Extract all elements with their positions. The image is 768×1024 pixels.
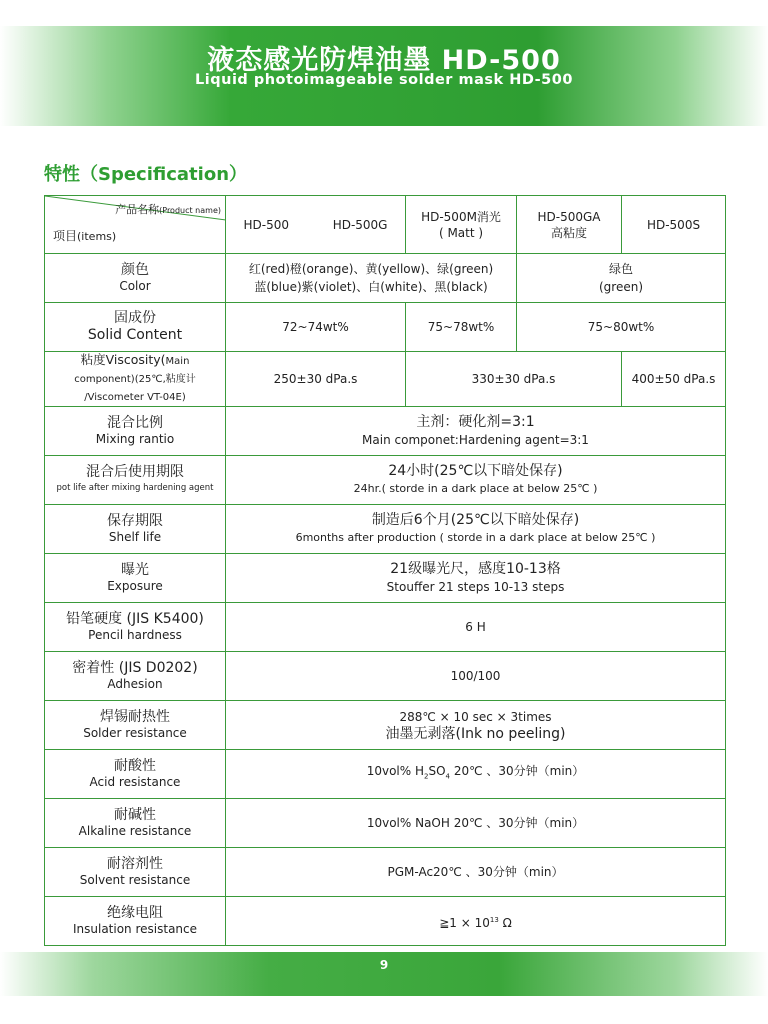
section-title: 特性（Specification） [44,164,248,185]
page-title: 液态感光防焊油墨 HD-500 [207,45,561,76]
table-row [45,750,726,799]
header-corner-cell [45,196,226,254]
shelf-life-value: 制造后6个月(25℃以下暗处保存) 6months after production ( storde in a dark place at below 25℃ ) [226,505,726,554]
table-row [45,848,726,897]
table-row [45,303,726,352]
row-label-alkaline-resistance: 耐碱性 Alkaline resistance [45,799,226,848]
exposure-value: 21级曝光尺，感度10-13格 Stouffer 21 steps 10-13 steps [226,554,726,603]
table-row [45,456,726,505]
solder-resistance-value: 288℃ × 10 sec × 3times 油墨无剥落(Ink no peeling) [226,701,726,750]
pencil-hardness-value: 6 H [226,603,726,652]
row-label-pot-life: 混合后使用期限 pot life after mixing hardening agent [45,456,226,505]
row-label-solid-content: 固成份 Solid Content [45,303,226,352]
product-hd-500g: HD-500G [332,217,388,232]
table-row [45,554,726,603]
color-value-alt: 绿色 (green) [517,254,726,303]
viscosity-value-2: 330±30 dPa.s [406,352,622,407]
table-header-row [45,196,726,254]
row-label-insulation-resistance: 绝缘电阻 Insulation resistance [45,897,226,946]
spec-table [44,195,726,946]
adhesion-value: 100/100 [226,652,726,701]
table-row [45,505,726,554]
row-label-color: 颜色 Color [45,254,226,303]
row-label-solder-resistance: 焊锡耐热性 Solder resistance [45,701,226,750]
row-label-shelf-life: 保存期限 Shelf life [45,505,226,554]
color-value: 红(red)橙(orange)、黄(yellow)、绿(green) 蓝(blue)紫(violet)、白(white)、黑(black) [226,254,517,303]
mixing-value: 主剂：硬化剂=3:1 Main componet:Hardening agent=3:1 [226,407,726,456]
row-label-acid-resistance: 耐酸性 Acid resistance [45,750,226,799]
solid-value-1: 72~74wt% [226,303,406,352]
product-hd-500m: HD-500M消光 ( Matt ) [406,196,517,254]
viscosity-value-3: 400±50 dPa.s [622,352,726,407]
insulation-resistance-value: ≧1 × $10^{13}$ Ω [226,897,726,946]
items-heading: 项目(items) [53,229,117,243]
table-row [45,652,726,701]
product-hd-500s: HD-500S [622,196,726,254]
viscosity-value-1: 250±30 dPa.s [226,352,406,407]
table-row [45,701,726,750]
alkaline-resistance-value: 10vol% NaOH 20℃ 、30分钟（min） [226,799,726,848]
table-row [45,799,726,848]
table-row [45,352,726,407]
table-row [45,407,726,456]
product-hd-500: HD-500 [243,217,290,232]
solid-value-2: 75~78wt% [406,303,517,352]
table-row [45,897,726,946]
pot-life-value: 24小时(25℃以下暗处保存) 24hr.( storde in a dark place at below 25℃ ) [226,456,726,505]
row-label-exposure: 曝光 Exposure [45,554,226,603]
product-hd-500ga: HD-500GA 高粘度 [517,196,622,254]
row-label-adhesion: 密着性 (JIS D0202) Adhesion [45,652,226,701]
table-row [45,603,726,652]
solid-value-3: 75~80wt% [517,303,726,352]
row-label-mixing: 混合比例 Mixing rantio [45,407,226,456]
product-hd500-and-500g [226,196,406,254]
page-number: 9 [379,958,389,972]
row-label-viscosity: 粘度Viscosity(Main component)(25℃,粘度计 /Viscometer VT-04E) [45,352,226,407]
acid-resistance-value: 10vol% $H_2SO_4$ 20℃ 、30分钟（min） [226,750,726,799]
solvent-resistance-value: PGM-Ac20℃ 、30分钟（min） [226,848,726,897]
row-label-pencil-hardness: 铅笔硬度 (JIS K5400) Pencil hardness [45,603,226,652]
page-subtitle: Liquid photoimageable solder mask HD-500 [195,72,573,88]
product-name-heading: 产品名称(Product name) [115,203,221,216]
row-label-solvent-resistance: 耐溶剂性 Solvent resistance [45,848,226,897]
table-row [45,254,726,303]
